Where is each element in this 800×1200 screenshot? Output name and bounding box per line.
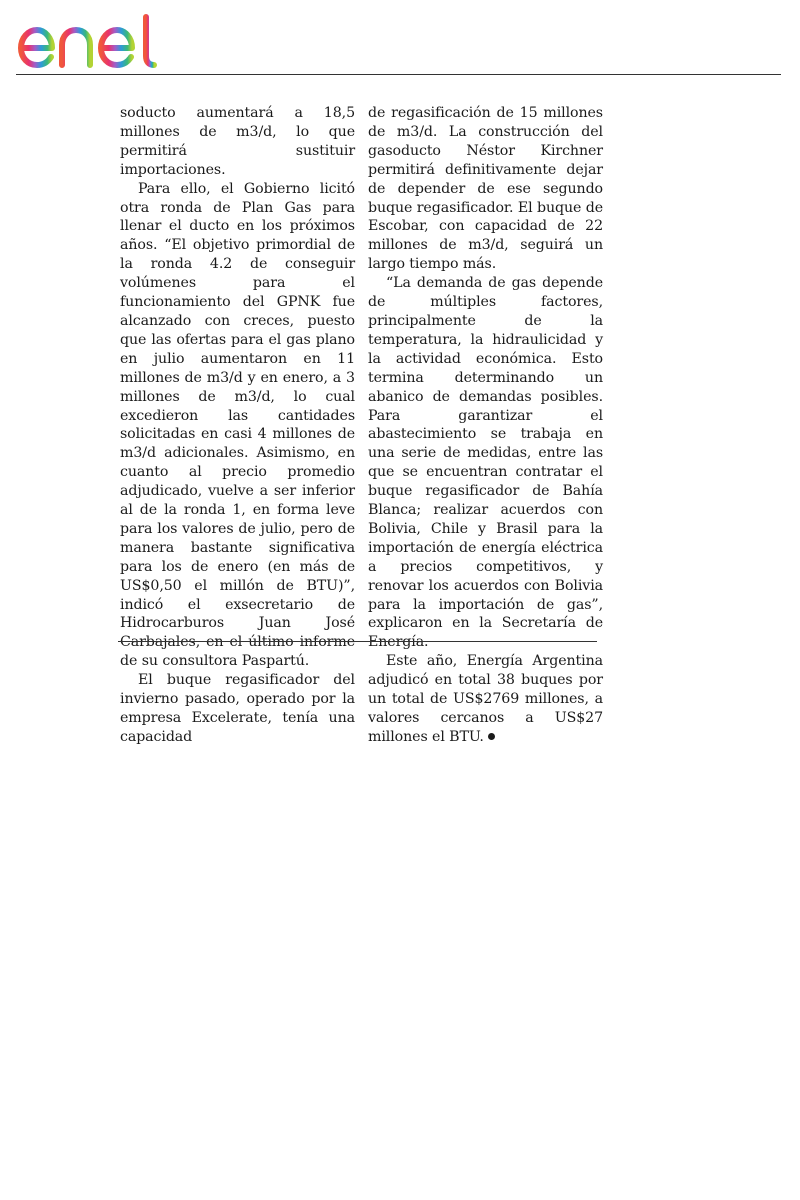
paragraph: soducto aumentará a 18,5 millones de m3/d, lo que permitirá sustituir importaciones. (120, 105, 355, 178)
paragraph: Para ello, el Gobierno licitó otra ronda de Plan Gas para llenar el ducto en los próximos años. “El objetivo primordial de la ronda 4.2 de conseguir volúmenes para el funcionamiento del GPNK fue alcanzado con creces, puesto que las ofertas para el gas plano en julio aumentaron en 11 millones de m3/d y en enero, a 3 millones de m3/d, lo cual excedieron las cantidades solicitadas en casi 4 millones de m3/d adicionales. Asimismo, en cuanto al precio promedio adjudicado, vuelve a ser inferior al de la ronda 1, en forma leve para los valores de julio, pero de manera bastante significativa para los de enero (en más de US$0,50 el millón de BTU)”, indicó el exsecretario de Hidrocarburos Juan José Carbajales, en el último informe de su consultora Paspartú. (120, 180, 355, 670)
page-header (0, 0, 800, 80)
enel-logo-graphic (16, 14, 172, 72)
end-of-article-bullet-icon (488, 733, 495, 740)
article-end-divider (118, 641, 597, 642)
enel-logo (16, 14, 172, 72)
paragraph: de regasificación de 15 millones de m3/d. La construcción del gasoducto Néstor Kirchner permitirá definitivamente dejar de depender de ese segundo buque regasificador. El buque de Escobar, con capacidad de 22 millones de m3/d, seguirá un largo tiempo más. (368, 105, 603, 273)
paragraph-final (368, 652, 603, 747)
article-column-right (368, 104, 603, 747)
paragraph-final-text: Este año, Energía Argentina adjudicó en total 38 buques por un total de US$2769 millones, a valores cercanos a US$27 millones el BTU. (368, 653, 603, 745)
paragraph: “La demanda de gas depende de múltiples factores, principalmente de la temperatura, la hidraulicidad y la actividad económica. Esto termina determinando un abanico de demandas posibles. Para garantizar el abastecimiento se trabaja en una serie de medidas, entre las que se encuentran contratar el buque regasificador de Bahía Blanca; realizar acuerdos con Bolivia, Chile y Brasil para la importación de energía eléctrica a precios competitivos, y renovar los acuerdos con Bolivia para la importación de gas”, explicaron en la Secretaría de Energía. (368, 275, 603, 651)
header-divider (16, 74, 781, 75)
article-column-left (120, 104, 355, 747)
paragraph: El buque regasificador del invierno pasado, operado por la empresa Excelerate, tenía una capacidad (120, 672, 355, 745)
